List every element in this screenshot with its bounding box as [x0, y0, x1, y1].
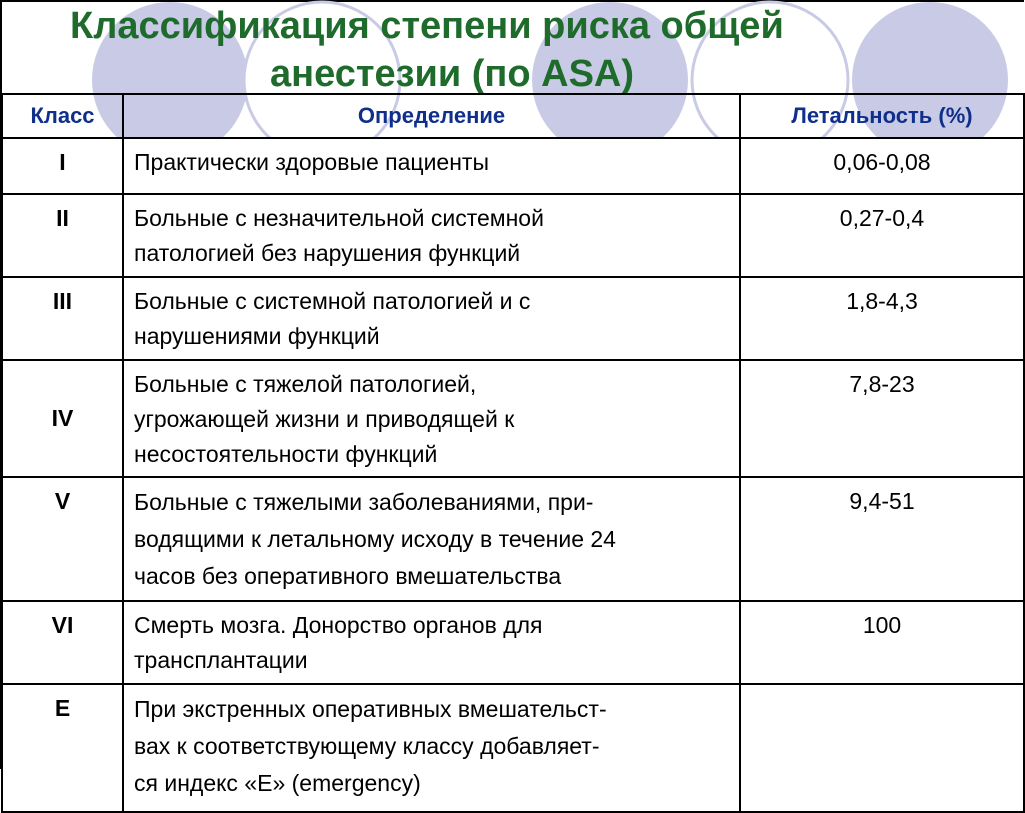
definition-line: патологией без нарушения функций	[134, 240, 521, 266]
definition-line: ся индекс «Е» (emergency)	[134, 770, 421, 796]
definition-line: При экстренных оперативных вмешательст-	[134, 696, 607, 722]
definition-line: несостоятельности функций	[134, 441, 438, 467]
table-row	[2, 277, 1024, 360]
title-line-2: анестезии (по ASA)	[270, 53, 635, 95]
table-row	[2, 194, 1024, 277]
class-cell: II	[2, 194, 123, 277]
table-row	[2, 360, 1024, 477]
lethality-cell: 1,8-4,3	[740, 277, 1024, 360]
lethality-cell	[740, 684, 1024, 812]
definition-line: угрожающей жизни и приводящей к	[134, 406, 515, 432]
definition-cell	[123, 684, 740, 812]
title-line-1: Классификация степени риска общей	[70, 5, 784, 47]
lethality-cell: 100	[740, 601, 1024, 684]
definition-line: Смерть мозга. Донорство органов для	[134, 612, 543, 638]
lethality-cell: 7,8-23	[740, 360, 1024, 477]
table-row	[2, 684, 1024, 812]
definition-line: Больные с тяжелыми заболеваниями, при-	[134, 489, 594, 515]
class-cell: I	[2, 138, 123, 194]
definition-line: трансплантации	[134, 647, 308, 673]
header-lethality: Летальность (%)	[740, 94, 1024, 138]
table-row	[2, 601, 1024, 684]
definition-line: Больные с тяжелой патологией,	[134, 371, 477, 397]
header-class: Класс	[2, 94, 123, 138]
class-cell: E	[2, 684, 123, 812]
lethality-cell: 0,06-0,08	[740, 138, 1024, 194]
header-definition: Определение	[123, 94, 740, 138]
asa-classification-table	[1, 93, 1025, 813]
table-row	[2, 138, 1024, 194]
definition-line: Больные с системной патологией и с	[134, 288, 531, 314]
lethality-cell: 9,4-51	[740, 477, 1024, 601]
definition-line: вах к соответствующему классу добавляет-	[134, 733, 600, 759]
definition-cell: Практически здоровые пациенты	[123, 138, 740, 194]
definition-line: часов без оперативного вмешательства	[134, 563, 562, 589]
class-cell: IV	[2, 360, 123, 477]
table-row	[2, 477, 1024, 601]
class-cell: V	[2, 477, 123, 601]
definition-cell	[123, 277, 740, 360]
lethality-cell: 0,27-0,4	[740, 194, 1024, 277]
definition-cell	[123, 477, 740, 601]
table-header-row	[2, 94, 1024, 138]
definition-line: водящими к летальному исходу в течение 24	[134, 526, 616, 552]
definition-cell	[123, 194, 740, 277]
definition-cell	[123, 601, 740, 684]
slide-title	[70, 2, 950, 98]
class-cell: VI	[2, 601, 123, 684]
definition-line: нарушениями функций	[134, 323, 380, 349]
definition-cell	[123, 360, 740, 477]
definition-line: Больные с незначительной системной	[134, 205, 544, 231]
class-cell: III	[2, 277, 123, 360]
